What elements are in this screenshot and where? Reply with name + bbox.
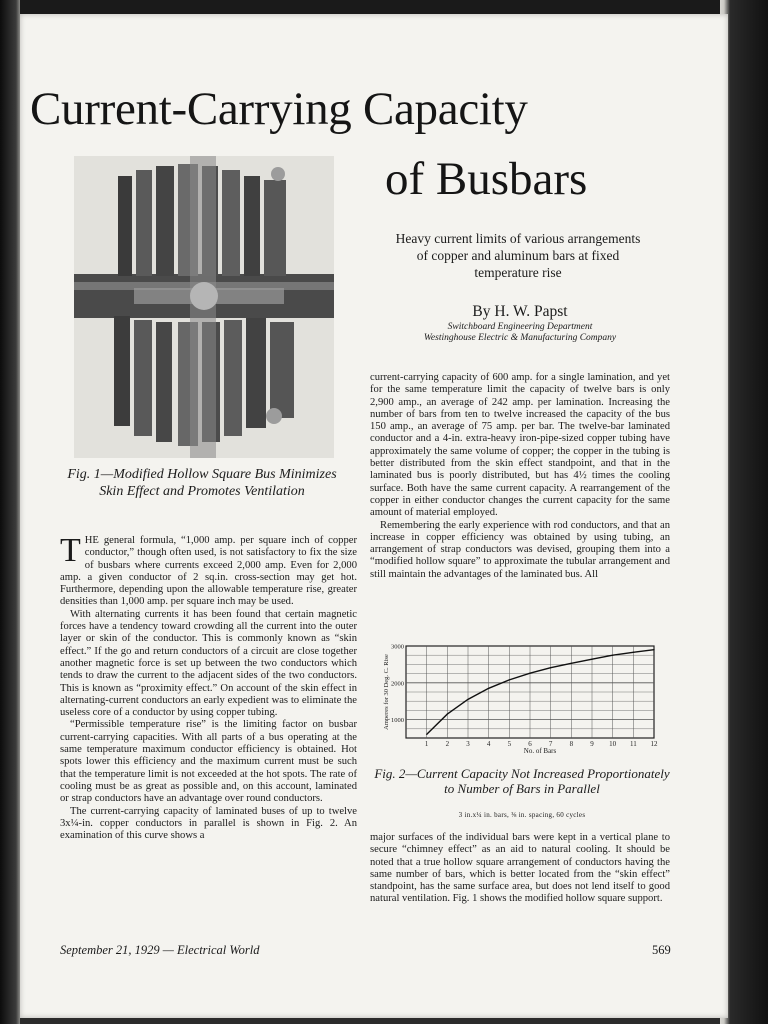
data-point — [591, 659, 592, 660]
right-column-bottom — [370, 832, 670, 906]
data-point — [509, 679, 510, 680]
data-point — [653, 649, 654, 650]
left-paragraph-2: With alternating currents it has been found that certain magnetic forces have a tendency toward crowding all the current into the outer layer or skin of the conductor. This is commonly known as “skin effect.” If the go and return conductors of a circuit are close together another magnetic force is set up between the two conductors which tends to draw the current to the adjacent sides of the two conductors. This is known as “proximity effect.” On account of the skin effect in alternating-current conductors an early expedient was to eliminate the useless core of a conductor by using copper tubing. — [60, 608, 357, 719]
data-point — [571, 663, 572, 664]
right-paragraph-2: Remembering the early experience with rod conductors, and that an increase in copper efficiency was obtained by using tubing, an arrangement of strap conductors was devised, grouping them into a “modified hollow square” to approximate the tubular arrangement and still maintain the advantages of the laminated bus. All — [370, 519, 670, 580]
x-tick-label: 8 — [569, 740, 574, 748]
y-tick-label: 1000 — [391, 717, 404, 725]
figure-2-chart — [368, 638, 668, 760]
author-affiliation — [350, 322, 690, 344]
x-tick-label: 6 — [528, 740, 532, 748]
x-tick-label: 3 — [466, 740, 470, 748]
y-tick-label: 3000 — [391, 643, 404, 651]
page-bottom-edge — [20, 1018, 720, 1024]
x-tick-label: 2 — [445, 740, 450, 748]
article-title-line-2: of Busbars — [385, 153, 588, 205]
x-axis-label: No. of Bars — [523, 747, 557, 755]
y-axis-label: Amperes for 30 Deg. C. Rise — [383, 654, 390, 730]
drop-cap: T — [60, 532, 81, 569]
book-binding-shadow — [0, 0, 20, 1024]
affiliation-department: Switchboard Engineering Department — [447, 322, 593, 332]
x-tick-label: 5 — [507, 740, 512, 748]
affiliation-company: Westinghouse Electric & Manufacturing Company — [423, 333, 617, 343]
article-subtitle: Heavy current limits of various arrangements of copper and aluminum bars at fixed temperature rise — [395, 231, 641, 280]
right-paragraph-1: current-carrying capacity of 600 amp. for a single lamination, and yet for the same temperature limit the capacity of twelve bars is only 2,900 amp., an average of 242 amp. per lamination. Increasing the number of bars from ten to twelve increased the capacity of the bus 150 amp., an average of 75 amp. per bar. The twelve-bar laminated conductor and a 4-in. extra-heavy iron-pipe-sized copper tubing have approximately the same volume of copper; the copper in the tubing is better distributed from the skin effect standpoint, and that in the laminated bus is poorly distributed, but has 4½ times the cooling surface. Both have the same current capacity. A rearrangement of the copper in either conductor changes the current capacity for the same amount of material employed. — [370, 372, 670, 519]
data-point — [426, 734, 427, 735]
data-point — [467, 699, 468, 700]
x-tick-label: 11 — [629, 740, 637, 748]
figure-2-subcaption: 3 in.x¼ in. bars, ⅜ in. spacing, 60 cycles — [458, 811, 586, 819]
left-paragraph-3: “Permissible temperature rise” is the limiting factor on busbar current-carrying capacities. With all parts of a bus operating at the same temperature maximum conductor efficiency is obtained. Hot spots lower this efficiency and the maximum current must be such that the temperature limit is not exceeded at the hot spots. The rate of cooling must be as great as possible and, on this account, laminated or strap conductors have an advantage over round conductors. — [60, 719, 357, 805]
left-column — [60, 532, 357, 842]
page-footer: September 21, 1929 — Electrical World — [60, 943, 260, 957]
x-tick-label: 7 — [548, 740, 553, 748]
data-point — [529, 673, 530, 674]
x-tick-label: 4 — [486, 740, 491, 748]
y-tick-label: 2000 — [391, 680, 404, 688]
right-column-top — [370, 372, 670, 581]
busbar-illustration — [74, 156, 334, 458]
article-title-line-1: Current-Carrying Capacity — [30, 83, 528, 135]
author-byline: By H. W. Papst — [472, 303, 568, 320]
figure-2-caption: Fig. 2—Current Capacity Not Increased Proportionately to Number of Bars in Parallel — [374, 766, 670, 796]
left-paragraph-4: The current-carrying capacity of laminated buses of up to twelve 3x¼-in. copper conductors in parallel is shown in Fig. 2. An examination of this curve shows a — [60, 805, 357, 842]
figure-1-caption: Fig. 1—Modified Hollow Square Bus Minimizes Skin Effect and Promotes Ventilation — [67, 467, 337, 499]
x-tick-label: 12 — [650, 740, 658, 748]
busbar-support-photo — [74, 156, 334, 458]
data-point — [488, 688, 489, 689]
right-paragraph-3: major surfaces of the individual bars were kept in a vertical plane to secure “chimney effect” as an aid to natural cooling. It should be noted that a true hollow square arrangement of conductors having the same number of bars, which is better located from the “skin effect” standpoint, has the same surface area, but does not lend itself to good natural ventilation. Fig. 1 shows the modified hollow square support. — [370, 832, 670, 905]
data-point — [612, 655, 613, 656]
data-point — [550, 667, 551, 668]
x-tick-label: 10 — [609, 740, 617, 748]
data-point — [633, 652, 634, 653]
x-tick-label: 1 — [424, 740, 429, 748]
left-paragraph-1 — [60, 532, 357, 609]
x-tick-label: 9 — [590, 740, 594, 748]
left-paragraph-1-text: HE general formula, “1,000 amp. per square inch of copper conductor,” though often used, is not satisfactory to fix the size of busbars where currents exceed 2,000 amp. Even for 2,000 amp. a given conductor of 2 sq.in. cross-section may get hot. Furthermore, depending upon the allowable temperature rise, greater densities than 1,000 amp. per square inch may be used. — [60, 535, 357, 608]
page-number: 569 — [652, 943, 671, 957]
data-point — [447, 713, 448, 714]
